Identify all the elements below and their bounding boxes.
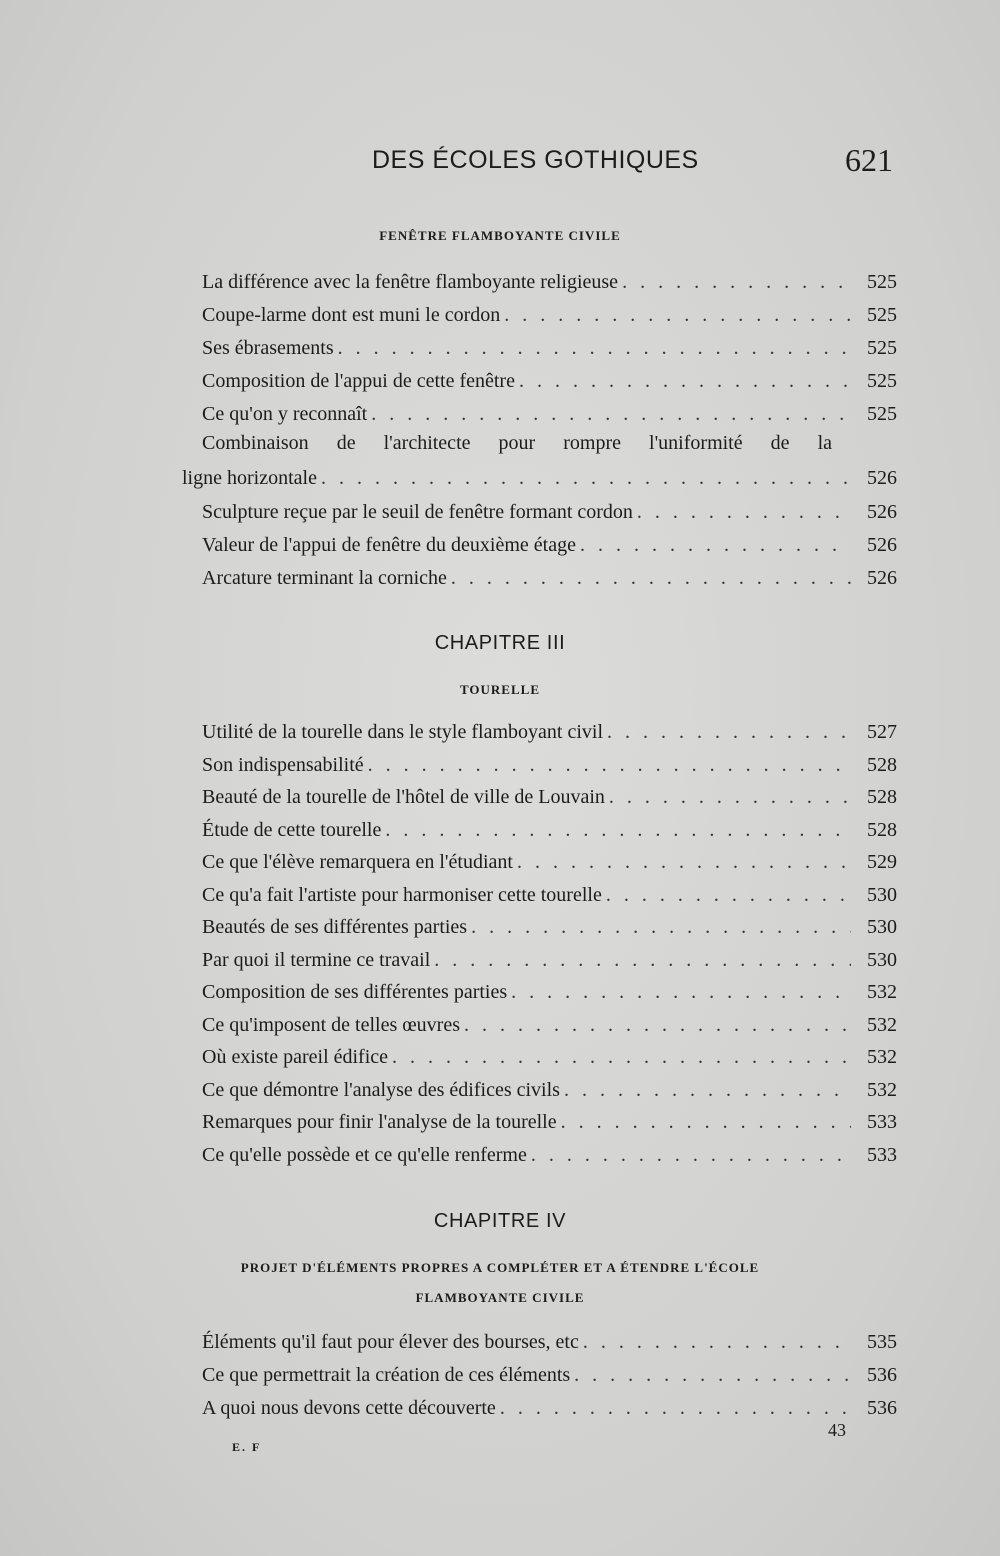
chapter-heading: CHAPITRE III [434,632,566,654]
toc-entry-label: Ce que l'élève remarquera en l'étudiant [202,851,513,873]
leader-dots [607,720,851,744]
leader-dots [338,336,851,360]
toc-entry-page: 532 [867,1078,897,1101]
toc-entry-label: Ce qu'elle possède et ce qu'elle renferme [202,1143,527,1166]
toc-entry [202,1110,897,1138]
toc-entry [202,720,897,748]
toc-entry-label: Coupe-larme dont est muni le cordon [202,304,501,326]
leader-dots [637,500,851,524]
leader-dots [574,1363,851,1387]
toc-entry [202,369,897,397]
toc-entry [202,566,897,594]
chapter-heading: CHAPITRE IV [433,1210,567,1232]
signature-mark: E. F [232,1440,262,1454]
toc-entry [182,466,897,494]
toc-entry [202,402,897,430]
toc-entry-page: 525 [867,271,897,293]
toc-entry-label: Éléments qu'il faut pour élever des bourses, etc [202,1331,579,1353]
running-title: DES ÉCOLES GOTHIQUES [372,146,699,174]
toc-entry-label: Composition de l'appui de cette fenêtre [202,370,515,392]
toc-entry-page: 525 [867,337,897,359]
leader-dots [371,402,851,426]
leader-dots [517,850,851,874]
toc-entry-label: Étude de cette tourelle [202,818,382,841]
toc-entry-page: 526 [867,501,897,523]
leader-dots [368,753,851,777]
leader-dots [561,1110,851,1134]
toc-entry [202,1078,897,1106]
toc-entry [202,303,897,331]
toc-entry-label: Où existe pareil édifice [202,1046,389,1068]
toc-entry-label: Ce qu'imposent de telles œuvres [202,1013,460,1036]
toc-entry-label: Composition de ses différentes parties [202,981,508,1003]
toc-entry-page: 528 [867,786,897,808]
toc-entry-label: Remarques pour finir l'analyse de la tourelle [202,1111,557,1133]
toc-entry [202,948,897,976]
toc-entry [202,915,897,943]
toc-entry [202,980,897,1008]
toc-entry-page: 525 [867,403,897,425]
section-heading: FENÊTRE FLAMBOYANTE CIVILE [379,228,621,243]
toc-entry [202,1013,897,1041]
toc-entry-label: Beautés de ses différentes parties [202,916,468,938]
leader-dots [471,915,851,939]
leader-dots [434,948,851,972]
toc-entry-label: La différence avec la fenêtre flamboyante religieuse [202,271,619,293]
toc-entry-label: Son indispensabilité [202,753,364,776]
leader-dots [504,303,851,327]
toc-entry [202,850,897,878]
toc-entry-label: Ses ébrasements [202,337,334,359]
toc-entry-page: 530 [867,883,897,906]
toc-entry [202,1045,897,1073]
page-number: 621 [845,142,893,178]
leader-dots [451,566,851,590]
toc-entry-label: Ce que démontre l'analyse des édifices civils [202,1078,560,1101]
toc-entry-page: 529 [867,851,897,873]
toc-entry-page: 535 [867,1331,897,1353]
toc-entry-page: 525 [867,304,897,326]
toc-entry-page: 533 [867,1111,897,1133]
toc-entry-label: Ce qu'on y reconnaît [202,403,368,425]
toc-entry-label: Ce que permettrait la création de ces éléments [202,1364,571,1386]
toc-entry [202,818,897,846]
toc-entry-label: Arcature terminant la corniche [202,567,447,589]
leader-dots [464,1013,851,1037]
toc-entry-label: Valeur de l'appui de fenêtre du deuxième étage [202,534,576,556]
toc-entry-page: 528 [867,818,897,841]
toc-entry-page: 526 [867,534,897,556]
toc-entry-page: 526 [867,567,897,589]
toc-entry-page: 532 [867,1046,897,1068]
leader-dots [519,369,851,393]
leader-dots [606,883,851,907]
toc-entry [202,500,897,528]
section-heading: PROJET D'ÉLÉMENTS PROPRES A COMPLÉTER ET A ÉTENDRE L'ÉCOLE [240,1260,760,1275]
leader-dots [583,1330,851,1354]
toc-entry-page: 528 [867,753,897,776]
toc-entry-label: Par quoi il termine ce travail [202,948,431,971]
toc-entry-page: 536 [867,1397,897,1419]
section-heading: TOURELLE [459,682,540,697]
leader-dots [531,1143,851,1167]
toc-entry-label: Ce qu'a fait l'artiste pour harmoniser cette tourelle [202,883,602,906]
toc-entry-label: ligne horizontale [182,467,317,489]
toc-entry-page: 527 [867,721,897,743]
toc-entry-page: 536 [867,1364,897,1386]
leader-dots [321,466,851,490]
toc-entry [202,883,897,911]
sheet-number: 43 [828,1420,846,1440]
toc-entry-page: 526 [867,467,897,489]
toc-entry [202,336,897,364]
toc-entry-label: Sculpture reçue par le seuil de fenêtre formant cordon [202,501,633,523]
toc-entry [202,270,897,298]
leader-dots [622,270,851,294]
toc-entry-page: 532 [867,1013,897,1036]
toc-entry [202,785,897,813]
toc-entry-page: 533 [867,1143,897,1166]
leader-dots [580,533,851,557]
toc-entry-page: 530 [867,948,897,971]
toc-entry [202,753,897,781]
leader-dots [392,1045,851,1069]
toc-entry [202,1330,897,1358]
toc-entry [202,1143,897,1171]
leader-dots [609,785,851,809]
leader-dots [385,818,851,842]
toc-entry [202,1396,897,1424]
toc-entry [202,533,897,561]
toc-entry-page: 530 [867,916,897,938]
leader-dots [500,1396,851,1420]
toc-entry-page: 525 [867,370,897,392]
leader-dots [511,980,851,1004]
toc-entry-wrapped-line1: Combinaison de l'architecte pour rompre l'uniformité de la [202,432,832,454]
toc-entry [202,1363,897,1391]
toc-entry-label: A quoi nous devons cette découverte [202,1397,496,1419]
toc-entry-page: 532 [867,981,897,1003]
section-heading: FLAMBOYANTE CIVILE [415,1290,585,1305]
toc-entry-label: Beauté de la tourelle de l'hôtel de ville de Louvain [202,786,605,808]
toc-entry-label: Utilité de la tourelle dans le style flamboyant civil [202,721,603,743]
leader-dots [564,1078,851,1102]
